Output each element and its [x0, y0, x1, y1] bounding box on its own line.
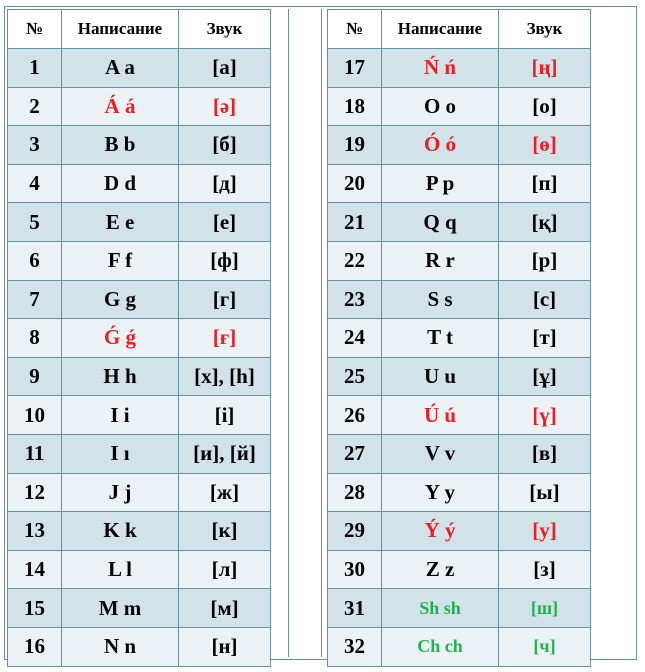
table-row [328, 473, 591, 512]
letter-sound: [в] [499, 434, 591, 473]
letter-spelling: Z z [382, 550, 499, 589]
table-row [328, 164, 591, 203]
header-num: № [328, 10, 382, 49]
table-row [8, 589, 271, 628]
letter-sound: [п] [499, 164, 591, 203]
letter-spelling: L l [62, 550, 179, 589]
letter-spelling: H h [62, 357, 179, 396]
letter-spelling: K k [62, 512, 179, 551]
table-row [8, 87, 271, 126]
table-row [328, 241, 591, 280]
table-row [8, 434, 271, 473]
letter-sound: [ф] [179, 241, 271, 280]
letter-number: 5 [8, 203, 62, 242]
letter-sound: [ш] [499, 589, 591, 628]
letter-spelling: I i [62, 396, 179, 435]
letter-sound: [і] [179, 396, 271, 435]
letter-number: 16 [8, 627, 62, 666]
letter-sound: [р] [499, 241, 591, 280]
letter-number: 24 [328, 319, 382, 358]
letter-spelling: Y y [382, 473, 499, 512]
letter-number: 27 [328, 434, 382, 473]
letter-sound: [ж] [179, 473, 271, 512]
table-row [328, 126, 591, 165]
letter-number: 18 [328, 87, 382, 126]
letter-spelling: Ǵ ǵ [62, 319, 179, 358]
letter-sound: [е] [179, 203, 271, 242]
header-row [8, 10, 271, 49]
letter-number: 29 [328, 512, 382, 551]
letter-number: 14 [8, 550, 62, 589]
letter-sound: [ң] [499, 49, 591, 88]
letter-number: 12 [8, 473, 62, 512]
table-row [8, 49, 271, 88]
letter-number: 26 [328, 396, 382, 435]
header-sound: Звук [179, 10, 271, 49]
letter-sound: [к] [179, 512, 271, 551]
letter-sound: [м] [179, 589, 271, 628]
letter-sound: [у] [499, 512, 591, 551]
letter-spelling: E e [62, 203, 179, 242]
letter-number: 19 [328, 126, 382, 165]
table-row [8, 126, 271, 165]
letter-number: 1 [8, 49, 62, 88]
table-row [8, 164, 271, 203]
letter-sound: [қ] [499, 203, 591, 242]
letter-sound: [ө] [499, 126, 591, 165]
letter-spelling: Ó ó [382, 126, 499, 165]
letter-spelling: V v [382, 434, 499, 473]
table-row [8, 550, 271, 589]
letter-number: 15 [8, 589, 62, 628]
table-row [328, 203, 591, 242]
letter-spelling: A a [62, 49, 179, 88]
table-row [8, 473, 271, 512]
letter-spelling: B b [62, 126, 179, 165]
letter-number: 17 [328, 49, 382, 88]
letter-number: 9 [8, 357, 62, 396]
letter-sound: [ғ] [179, 319, 271, 358]
letter-number: 7 [8, 280, 62, 319]
letter-sound: [о] [499, 87, 591, 126]
table-row [8, 357, 271, 396]
letter-sound: [б] [179, 126, 271, 165]
letter-spelling: J j [62, 473, 179, 512]
letter-sound: [а] [179, 49, 271, 88]
letter-sound: [и], [й] [179, 434, 271, 473]
table-row [328, 550, 591, 589]
table-row [328, 434, 591, 473]
table-row [328, 396, 591, 435]
letter-number: 23 [328, 280, 382, 319]
letter-sound: [з] [499, 550, 591, 589]
letter-number: 8 [8, 319, 62, 358]
letter-sound: [х], [h] [179, 357, 271, 396]
letter-sound: [г] [179, 280, 271, 319]
table-row [328, 87, 591, 126]
letter-number: 30 [328, 550, 382, 589]
letter-number: 31 [328, 589, 382, 628]
letter-number: 13 [8, 512, 62, 551]
letter-sound: [с] [499, 280, 591, 319]
alphabet-table-left [7, 9, 271, 667]
letter-sound: [ә] [179, 87, 271, 126]
letter-number: 28 [328, 473, 382, 512]
letter-number: 20 [328, 164, 382, 203]
table-row [328, 49, 591, 88]
letter-sound: [ы] [499, 473, 591, 512]
header-row [328, 10, 591, 49]
letter-sound: [т] [499, 319, 591, 358]
letter-number: 21 [328, 203, 382, 242]
table-row [8, 241, 271, 280]
letter-number: 2 [8, 87, 62, 126]
letter-spelling: Ń ń [382, 49, 499, 88]
letter-number: 3 [8, 126, 62, 165]
header-spelling: Написание [62, 10, 179, 49]
table-row [8, 512, 271, 551]
table-row [328, 627, 591, 666]
letter-sound: [д] [179, 164, 271, 203]
letter-number: 11 [8, 434, 62, 473]
letter-number: 4 [8, 164, 62, 203]
table-row [8, 627, 271, 666]
letter-spelling: Ý ý [382, 512, 499, 551]
letter-sound: [л] [179, 550, 271, 589]
letter-number: 25 [328, 357, 382, 396]
letter-spelling: T t [382, 319, 499, 358]
alphabet-table-right [327, 9, 591, 667]
letter-sound: [н] [179, 627, 271, 666]
letter-spelling: Sh sh [382, 589, 499, 628]
letter-spelling: Ú ú [382, 396, 499, 435]
header-spelling: Написание [382, 10, 499, 49]
letter-spelling: D d [62, 164, 179, 203]
table-row [8, 396, 271, 435]
letter-spelling: R r [382, 241, 499, 280]
letter-spelling: G g [62, 280, 179, 319]
table-row [8, 280, 271, 319]
table-row [8, 319, 271, 358]
letter-number: 22 [328, 241, 382, 280]
letter-spelling: N n [62, 627, 179, 666]
alphabet-table [4, 6, 637, 660]
letter-spelling: Ch ch [382, 627, 499, 666]
header-sound: Звук [499, 10, 591, 49]
letter-spelling: I ı [62, 434, 179, 473]
letter-number: 6 [8, 241, 62, 280]
letter-sound: [ч] [499, 627, 591, 666]
header-num: № [8, 10, 62, 49]
letter-number: 10 [8, 396, 62, 435]
letter-sound: [ұ] [499, 357, 591, 396]
table-row [328, 319, 591, 358]
letter-sound: [ү] [499, 396, 591, 435]
letter-spelling: S s [382, 280, 499, 319]
letter-spelling: P p [382, 164, 499, 203]
table-row [328, 589, 591, 628]
letter-spelling: F f [62, 241, 179, 280]
table-row [328, 512, 591, 551]
letter-number: 32 [328, 627, 382, 666]
table-row [328, 280, 591, 319]
table-row [328, 357, 591, 396]
table-row [8, 203, 271, 242]
letter-spelling: U u [382, 357, 499, 396]
column-divider [288, 9, 322, 657]
letter-spelling: M m [62, 589, 179, 628]
letter-spelling: Á á [62, 87, 179, 126]
letter-spelling: Q q [382, 203, 499, 242]
letter-spelling: O o [382, 87, 499, 126]
